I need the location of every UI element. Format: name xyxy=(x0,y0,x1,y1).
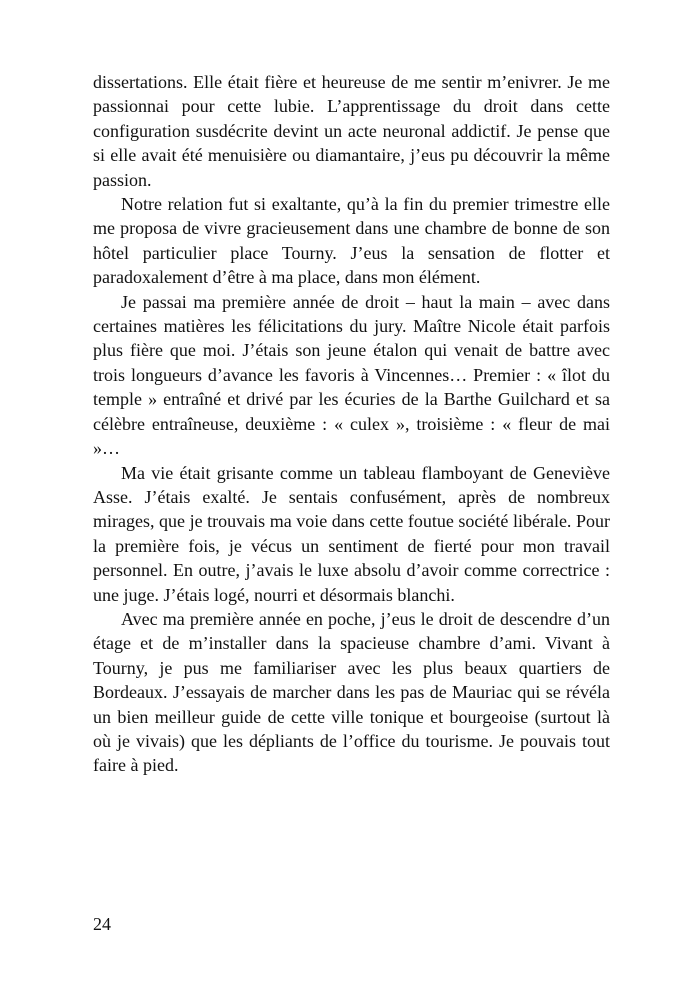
paragraph: Ma vie était grisante comme un tableau flamboyant de Geneviève Asse. J’étais exalté. Je sentais confusément, après de nombreux mirages, que je trouvais ma voie dans cette foutue société libérale. Pour la première fois, je vécus un sentiment de fierté pour mon travail personnel. En outre, j’avais le luxe absolu d’avoir comme correctrice : une juge. J’étais logé, nourri et désormais blanchi. xyxy=(93,462,610,605)
paragraph: Avec ma première année en poche, j’eus le droit de descendre d’un étage et de m’installer dans la spacieuse chambre d’ami. Vivant à Tourny, je pus me familiariser avec les plus beaux quartiers de Bordeaux. J’essayais de marcher dans les pas de Mauriac qui se révéla un bien meilleur guide de cette ville tonique et bourgeoise (surtout là où je vivais) que les dépliants de l’office du tourisme. Je pouvais tout faire à pied. xyxy=(93,608,610,776)
paragraph-continued: dissertations. Elle était fière et heureuse de me sentir m’enivrer. Je me passionnai pour cette lubie. L’apprentissage du droit dans cette configuration susdécrite devint un acte neuronal addictif. Je pense que si elle avait été menuisière ou diamantaire, j’eus pu découvrir la même passion. xyxy=(93,72,610,190)
page-number: 24 xyxy=(93,914,111,934)
body-text xyxy=(93,70,610,778)
paragraph: Notre relation fut si exaltante, qu’à la fin du premier trimestre elle me proposa de vivre gracieusement dans une chambre de bonne de son hôtel particulier place Tourny. J’eus la sensation de flotter et paradoxalement d’être à ma place, dans mon élément. xyxy=(93,194,610,288)
paragraph: Je passai ma première année de droit – haut la main – avec dans certaines matières les félicitations du jury. Maître Nicole était parfois plus fière que moi. J’étais son jeune étalon qui venait de battre avec trois longueurs d’avance les favoris à Vincennes… Premier : « îlot du temple » entraîné et drivé par les écuries de la Barthe Guilchard et sa célèbre entraîneuse, deuxième : « culex », troisième : « fleur de mai »… xyxy=(93,291,610,459)
